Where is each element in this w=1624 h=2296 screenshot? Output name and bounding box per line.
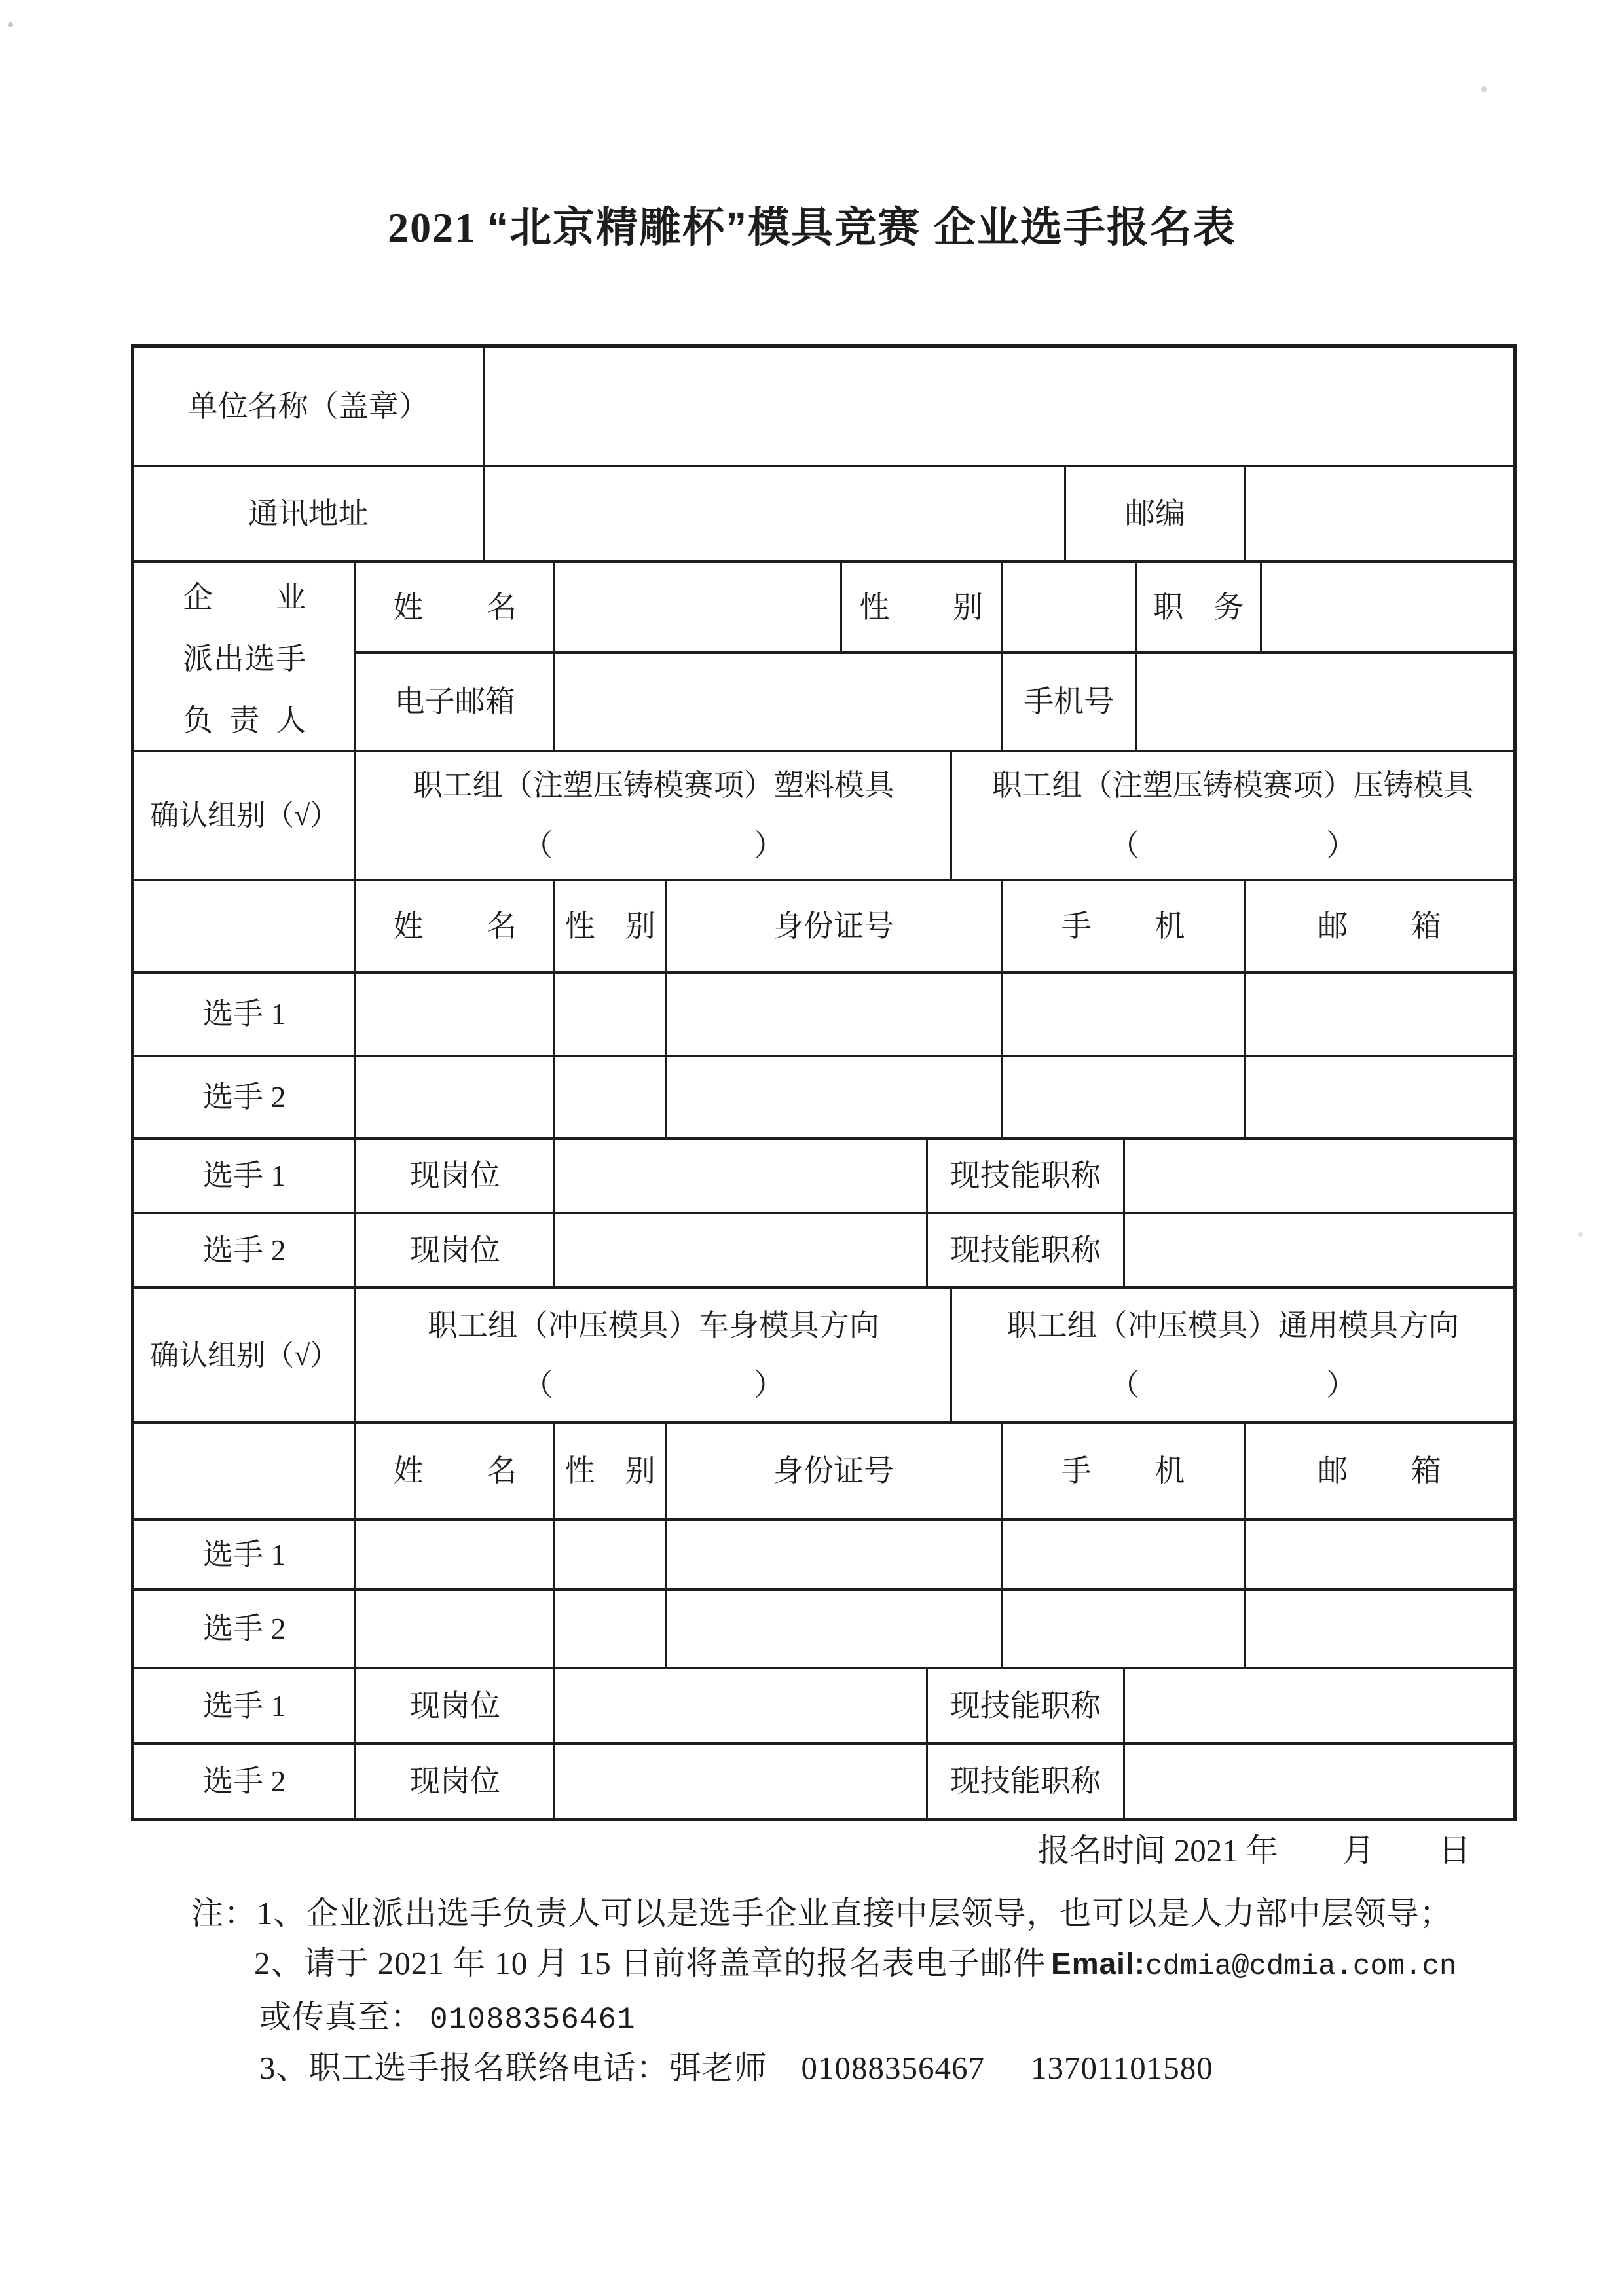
roster1-corner-cell — [134, 881, 356, 971]
title-year: 2021 — [388, 204, 477, 251]
unit-name-row — [134, 348, 1513, 467]
leader-label-line2: 派出选手 — [182, 642, 306, 676]
player1-skill-value-1 — [1125, 1140, 1513, 1212]
player2-post-label-1: 选手 2 — [134, 1214, 356, 1286]
address-label: 通讯地址 — [134, 467, 485, 560]
group1-option-plastic-mold — [356, 752, 952, 879]
group2-right-check-parens: （ ） — [1109, 1368, 1357, 1402]
player1-mobile-cell-2 — [1003, 1521, 1246, 1588]
group1-option-right-text: 职工组（注塑压铸模赛项）压铸模具 — [991, 769, 1474, 802]
player2-mobile-cell-2 — [1003, 1591, 1246, 1667]
leader-label-line3: 负责人 — [182, 703, 306, 737]
player1-email-cell-1 — [1246, 974, 1513, 1055]
player1-gender-cell-2 — [555, 1521, 667, 1588]
roster1-name-header: 姓名 — [356, 881, 555, 971]
signup-date-line: 报名时间 2021 年 月 日 — [1037, 1832, 1471, 1868]
group1-option-left-text: 职工组（注塑压铸模赛项）塑料模具 — [412, 769, 895, 802]
scan-speck — [1481, 86, 1487, 92]
post-label-2b: 现岗位 — [356, 1745, 555, 1818]
leader-label-line1: 企业 — [182, 580, 306, 614]
note2-text: 2、请于 2021 年 10 月 15 日前将盖章的报名表电子邮件 — [254, 1945, 1046, 1981]
player2-email-cell-2 — [1246, 1591, 1513, 1667]
group2-option-left-text: 职工组（冲压模具）车身模具方向 — [427, 1308, 879, 1342]
player2-post-label-2: 选手 2 — [134, 1745, 356, 1818]
player1-mobile-cell-1 — [1003, 974, 1246, 1055]
title-main: “北京精雕杯”模具竞赛 企业选手报名表 — [487, 204, 1236, 251]
leader-fields — [356, 563, 1513, 750]
confirm-group-row-2 — [134, 1289, 1513, 1424]
note1-text: 1、企业派出选手负责人可以是选手企业直接中层领导，也可以是人力部中层领导； — [257, 1895, 1452, 1931]
address-row — [134, 467, 1513, 563]
note-line-1 — [191, 1888, 1452, 1934]
contact-phone-2: 13701101580 — [1031, 2050, 1213, 2086]
player2-email-cell-1 — [1246, 1057, 1513, 1137]
player2-name-cell-1 — [356, 1057, 555, 1137]
group2-left-check-parens: （ ） — [523, 1368, 784, 1402]
contact-phone-1: 01088356467 — [801, 2050, 986, 2086]
skill-label-1b: 现技能职称 — [928, 1214, 1126, 1286]
player1-post-label-1: 选手 1 — [134, 1140, 356, 1212]
player1-post-value-1 — [555, 1140, 927, 1212]
fax-text: 或传真至： — [259, 1999, 424, 2035]
player2-label-2: 选手 2 — [134, 1591, 356, 1667]
player1-row-2 — [134, 1521, 1513, 1591]
scan-speck — [8, 22, 13, 27]
player1-email-cell-2 — [1246, 1521, 1513, 1588]
roster1-id-header: 身份证号 — [667, 881, 1003, 971]
skill-label-1a: 现技能职称 — [928, 1140, 1126, 1212]
note3-text: 3、职工选手报名联络电话：弭老师 — [259, 2050, 767, 2086]
player2-label-1: 选手 2 — [134, 1057, 356, 1137]
player2-post-row-2 — [134, 1745, 1513, 1818]
player2-id-cell-1 — [667, 1057, 1003, 1137]
leader-mobile-value-cell — [1137, 654, 1513, 750]
leader-duty-label: 职务 — [1137, 563, 1262, 651]
scan-speck — [1578, 1232, 1583, 1237]
leader-gender-label: 性别 — [842, 563, 1003, 651]
player1-row-1 — [134, 974, 1513, 1057]
note-line-3 — [259, 2043, 1213, 2088]
leader-name-label: 姓名 — [356, 563, 555, 651]
roster1-email-header: 邮箱 — [1318, 909, 1441, 943]
confirm-group-label-1: 确认组别（√） — [134, 752, 356, 879]
player1-post-label-2: 选手 1 — [134, 1669, 356, 1742]
skill-label-2b: 现技能职称 — [928, 1745, 1126, 1818]
leader-email-label: 电子邮箱 — [356, 654, 555, 750]
player2-mobile-cell-1 — [1003, 1057, 1246, 1137]
group1-right-check-parens: （ ） — [1109, 828, 1357, 862]
roster2-mobile-header: 手机 — [1003, 1424, 1246, 1518]
player2-gender-cell-2 — [555, 1591, 667, 1667]
note-line-2b — [259, 1992, 636, 2037]
confirm-group-label-2: 确认组别（√） — [134, 1289, 356, 1421]
registration-table — [131, 344, 1517, 1821]
leader-email-value-cell — [555, 654, 1003, 750]
player2-row-1 — [134, 1057, 1513, 1140]
fax-number: 01088356461 — [430, 2003, 636, 2037]
group1-left-check-parens: （ ） — [523, 828, 784, 862]
player2-gender-cell-1 — [555, 1057, 667, 1137]
player1-label-2: 选手 1 — [134, 1521, 356, 1588]
unit-name-value-cell — [485, 348, 1514, 465]
player1-skill-value-2 — [1125, 1669, 1513, 1742]
group2-option-general-mold — [952, 1289, 1513, 1421]
leader-group-label — [134, 563, 356, 750]
player2-skill-value-1 — [1125, 1214, 1513, 1286]
player1-label-1: 选手 1 — [134, 974, 356, 1055]
unit-name-label: 单位名称（盖章） — [134, 348, 485, 465]
skill-label-2a: 现技能职称 — [928, 1669, 1126, 1742]
postcode-label: 邮编 — [1066, 467, 1246, 560]
player1-name-cell-1 — [356, 974, 555, 1055]
postcode-value-cell — [1246, 467, 1513, 560]
leader-duty-value-cell — [1262, 563, 1513, 651]
email-address: cdmia@cdmia.com.cn — [1145, 1950, 1457, 1983]
post-label-1b: 现岗位 — [356, 1214, 555, 1286]
address-value-cell — [485, 467, 1067, 560]
player1-post-row-1 — [134, 1140, 1513, 1214]
roster1-mobile-header: 手机 — [1003, 881, 1246, 971]
player1-id-cell-2 — [667, 1521, 1003, 1588]
leader-row-top — [356, 563, 1513, 654]
player2-row-2 — [134, 1591, 1513, 1669]
roster2-name-header: 姓名 — [356, 1424, 555, 1518]
leader-gender-value-cell — [1003, 563, 1137, 651]
leader-row-bottom — [356, 654, 1513, 750]
roster2-gender-header: 性别 — [555, 1424, 667, 1518]
leader-name-value-cell — [555, 563, 842, 651]
leader-rows — [134, 563, 1513, 752]
player2-post-row-1 — [134, 1214, 1513, 1289]
group2-option-right-text: 职工组（冲压模具）通用模具方向 — [1006, 1308, 1459, 1342]
player1-gender-cell-1 — [555, 974, 667, 1055]
player2-skill-value-2 — [1125, 1745, 1513, 1818]
roster1-gender-header: 性别 — [555, 881, 667, 971]
player1-post-value-2 — [555, 1669, 927, 1742]
roster2-id-header: 身份证号 — [667, 1424, 1003, 1518]
note-line-2 — [254, 1938, 1456, 1984]
player1-name-cell-2 — [356, 1521, 555, 1588]
roster2-email-header: 邮箱 — [1318, 1454, 1441, 1488]
roster-header-row-2 — [134, 1424, 1513, 1521]
note-prefix: 注： — [191, 1895, 257, 1931]
player2-id-cell-2 — [667, 1591, 1003, 1667]
player2-name-cell-2 — [356, 1591, 555, 1667]
form-title — [0, 194, 1624, 254]
roster2-corner-cell — [134, 1424, 356, 1518]
player2-post-value-1 — [555, 1214, 927, 1286]
player1-post-row-2 — [134, 1669, 1513, 1745]
confirm-group-row-1 — [134, 752, 1513, 881]
email-label: Email: — [1051, 1946, 1146, 1980]
player2-post-value-2 — [555, 1745, 927, 1818]
group2-option-body-mold — [356, 1289, 952, 1421]
post-label-1a: 现岗位 — [356, 1140, 555, 1212]
post-label-2a: 现岗位 — [356, 1669, 555, 1742]
player1-id-cell-1 — [667, 974, 1003, 1055]
leader-mobile-label: 手机号 — [1003, 654, 1137, 750]
roster-header-row-1 — [134, 881, 1513, 974]
group1-option-diecast-mold — [952, 752, 1513, 879]
